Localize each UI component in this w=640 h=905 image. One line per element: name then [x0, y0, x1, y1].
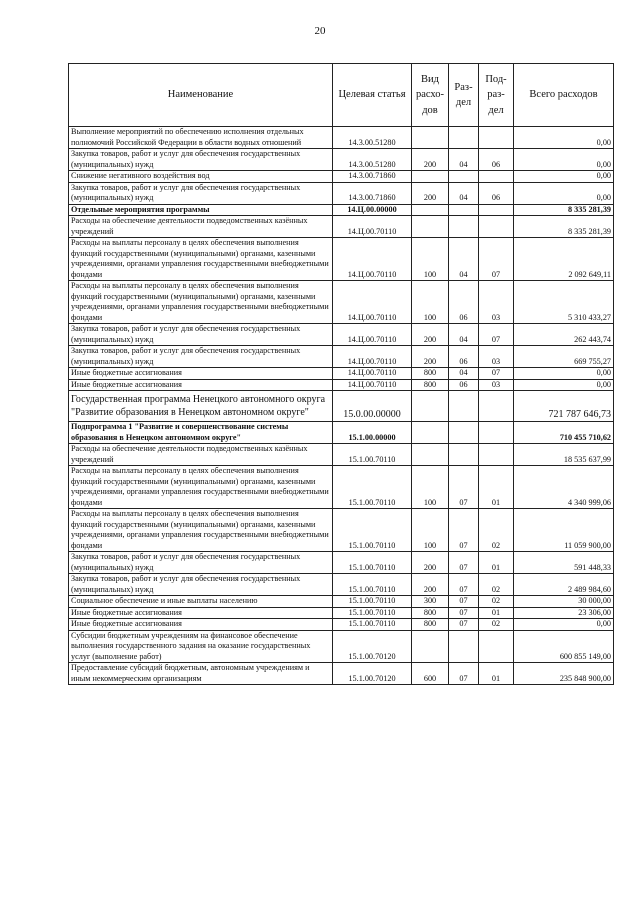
cell-section	[449, 216, 479, 238]
cell-total: 0,00	[514, 368, 614, 380]
table-row	[69, 444, 614, 466]
cell-name: Закупка товаров, работ и услуг для обеспечения государственных (муниципальных) нужд	[69, 346, 333, 368]
cell-target-article: 15.1.00.70120	[333, 663, 412, 685]
table-row	[69, 368, 614, 380]
cell-expense-type: 100	[412, 509, 449, 552]
column-header-section: Раз-дел	[449, 64, 479, 127]
table-row	[69, 619, 614, 631]
cell-name: Закупка товаров, работ и услуг для обеспечения государственных (муниципальных) нужд	[69, 574, 333, 596]
table-body	[69, 127, 614, 685]
cell-total: 0,00	[514, 379, 614, 391]
cell-subsection: 01	[479, 607, 514, 619]
cell-expense-type: 800	[412, 619, 449, 631]
cell-total: 0,00	[514, 149, 614, 171]
cell-section	[449, 127, 479, 149]
cell-total: 2 489 984,60	[514, 574, 614, 596]
column-header-subsection: Под-раз-дел	[479, 64, 514, 127]
cell-section	[449, 171, 479, 183]
column-header-expense-type: Вид расхо-дов	[412, 64, 449, 127]
cell-expense-type: 200	[412, 346, 449, 368]
cell-subsection	[479, 444, 514, 466]
cell-expense-type	[412, 444, 449, 466]
table-row	[69, 663, 614, 685]
cell-expense-type: 200	[412, 324, 449, 346]
cell-section: 07	[449, 466, 479, 509]
cell-section	[449, 204, 479, 216]
cell-expense-type: 200	[412, 182, 449, 204]
cell-total: 8 335 281,39	[514, 216, 614, 238]
cell-name: Иные бюджетные ассигнования	[69, 619, 333, 631]
cell-name: Закупка товаров, работ и услуг для обеспечения государственных (муниципальных) нужд	[69, 149, 333, 171]
cell-total: 235 848 900,00	[514, 663, 614, 685]
cell-target-article: 15.1.00.70110	[333, 574, 412, 596]
cell-target-article: 15.1.00.70120	[333, 630, 412, 663]
cell-subsection	[479, 204, 514, 216]
table-row	[69, 171, 614, 183]
cell-section: 04	[449, 238, 479, 281]
column-header-target-article: Целевая статья	[333, 64, 412, 127]
cell-section: 07	[449, 574, 479, 596]
cell-expense-type: 200	[412, 574, 449, 596]
cell-name: Закупка товаров, работ и услуг для обеспечения государственных (муниципальных) нужд	[69, 182, 333, 204]
cell-name: Отдельные мероприятия программы	[69, 204, 333, 216]
cell-section	[449, 391, 479, 422]
table-row	[69, 509, 614, 552]
table-row	[69, 149, 614, 171]
cell-subsection	[479, 216, 514, 238]
column-header-name: Наименование	[69, 64, 333, 127]
cell-total: 721 787 646,73	[514, 391, 614, 422]
cell-section: 04	[449, 368, 479, 380]
cell-total: 591 448,33	[514, 552, 614, 574]
cell-subsection: 01	[479, 552, 514, 574]
cell-section: 06	[449, 379, 479, 391]
cell-name: Расходы на выплаты персоналу в целях обеспечения выполнения функций государственными (муниципальными) органами, казенными учреждениями, органами управления государственными внебюджетными фондами	[69, 281, 333, 324]
cell-expense-type: 800	[412, 368, 449, 380]
cell-target-article: 15.1.00.70110	[333, 552, 412, 574]
table-row	[69, 281, 614, 324]
cell-target-article: 15.1.00.70110	[333, 509, 412, 552]
cell-expense-type: 200	[412, 149, 449, 171]
cell-target-article: 14.3.00.71860	[333, 171, 412, 183]
cell-name: Выполнение мероприятий по обеспечению исполнения отдельных полномочий Российской Федерации в области водных отношений	[69, 127, 333, 149]
table-row	[69, 216, 614, 238]
cell-name: Субсидии бюджетным учреждениям на финансовое обеспечение выполнения государственного задания на оказание государственных услуг (выполнение работ)	[69, 630, 333, 663]
page-number: 20	[314, 25, 326, 37]
cell-total: 23 306,00	[514, 607, 614, 619]
table-row	[69, 346, 614, 368]
cell-subsection: 03	[479, 346, 514, 368]
cell-target-article: 15.1.00.00000	[333, 422, 412, 444]
cell-name: Государственная программа Ненецкого автономного округа "Развитие образования в Ненецком автономном округе"	[69, 391, 333, 422]
cell-subsection: 06	[479, 149, 514, 171]
cell-section: 07	[449, 509, 479, 552]
cell-expense-type: 200	[412, 552, 449, 574]
cell-name: Расходы на выплаты персоналу в целях обеспечения выполнения функций государственными (муниципальными) органами, казенными учреждениями, органами управления государственными внебюджетными фондами	[69, 466, 333, 509]
cell-total: 18 535 637,99	[514, 444, 614, 466]
cell-expense-type: 100	[412, 238, 449, 281]
cell-section: 07	[449, 607, 479, 619]
cell-name: Подпрограмма 1 "Развитие и совершенствование системы образования в Ненецком автономном округе"	[69, 422, 333, 444]
cell-section: 07	[449, 596, 479, 608]
table-row	[69, 238, 614, 281]
cell-total: 2 092 649,11	[514, 238, 614, 281]
cell-name: Расходы на выплаты персоналу в целях обеспечения выполнения функций государственными (муниципальными) органами, казенными учреждениями, органами управления государственными внебюджетными фондами	[69, 238, 333, 281]
cell-target-article: 15.1.00.70110	[333, 466, 412, 509]
table-row	[69, 607, 614, 619]
cell-total: 5 310 433,27	[514, 281, 614, 324]
cell-expense-type: 800	[412, 379, 449, 391]
cell-section	[449, 444, 479, 466]
table-row	[69, 422, 614, 444]
cell-subsection	[479, 422, 514, 444]
cell-subsection	[479, 630, 514, 663]
cell-total: 0,00	[514, 127, 614, 149]
cell-expense-type: 800	[412, 607, 449, 619]
cell-section: 07	[449, 552, 479, 574]
cell-name: Предоставление субсидий бюджетным, автономным учреждениям и иным некоммерческим организациям	[69, 663, 333, 685]
cell-target-article: 15.0.00.00000	[333, 391, 412, 422]
cell-subsection: 02	[479, 619, 514, 631]
cell-subsection: 03	[479, 379, 514, 391]
cell-section: 04	[449, 324, 479, 346]
cell-expense-type	[412, 216, 449, 238]
cell-total: 0,00	[514, 171, 614, 183]
cell-section: 07	[449, 619, 479, 631]
cell-subsection	[479, 171, 514, 183]
cell-subsection	[479, 391, 514, 422]
cell-name: Снижение негативного воздействия вод	[69, 171, 333, 183]
table-row	[69, 182, 614, 204]
cell-target-article: 14.Ц.00.70110	[333, 216, 412, 238]
cell-total: 4 340 999,06	[514, 466, 614, 509]
table-row	[69, 596, 614, 608]
cell-target-article: 14.Ц.00.70110	[333, 346, 412, 368]
table-header-row	[69, 64, 614, 127]
cell-target-article: 15.1.00.70110	[333, 596, 412, 608]
table-row	[69, 630, 614, 663]
cell-target-article: 14.Ц.00.70110	[333, 238, 412, 281]
table-row	[69, 552, 614, 574]
cell-name: Расходы на обеспечение деятельности подведомственных казённых учреждений	[69, 444, 333, 466]
cell-expense-type	[412, 630, 449, 663]
table-row	[69, 127, 614, 149]
table-row	[69, 379, 614, 391]
cell-subsection: 07	[479, 238, 514, 281]
table-row	[69, 391, 614, 422]
cell-target-article: 14.Ц.00.70110	[333, 281, 412, 324]
cell-total: 8 335 281,39	[514, 204, 614, 216]
cell-section: 06	[449, 346, 479, 368]
cell-expense-type: 300	[412, 596, 449, 608]
cell-target-article: 14.3.00.51280	[333, 127, 412, 149]
cell-target-article: 14.Ц.00.70110	[333, 324, 412, 346]
cell-total: 11 059 900,00	[514, 509, 614, 552]
cell-subsection: 02	[479, 596, 514, 608]
cell-total: 262 443,74	[514, 324, 614, 346]
cell-expense-type	[412, 127, 449, 149]
cell-total: 600 855 149,00	[514, 630, 614, 663]
cell-expense-type: 100	[412, 466, 449, 509]
cell-name: Закупка товаров, работ и услуг для обеспечения государственных (муниципальных) нужд	[69, 552, 333, 574]
cell-name: Расходы на выплаты персоналу в целях обеспечения выполнения функций государственными (муниципальными) органами, казенными учреждениями, органами управления государственными внебюджетными фондами	[69, 509, 333, 552]
cell-subsection: 01	[479, 663, 514, 685]
table-row	[69, 324, 614, 346]
cell-section	[449, 630, 479, 663]
cell-total: 0,00	[514, 619, 614, 631]
cell-subsection: 02	[479, 509, 514, 552]
cell-target-article: 14.3.00.71860	[333, 182, 412, 204]
cell-subsection: 02	[479, 574, 514, 596]
cell-expense-type	[412, 391, 449, 422]
cell-expense-type	[412, 422, 449, 444]
cell-section: 04	[449, 149, 479, 171]
table-row	[69, 574, 614, 596]
cell-total: 30 000,00	[514, 596, 614, 608]
cell-target-article: 14.Ц.00.00000	[333, 204, 412, 216]
cell-subsection: 01	[479, 466, 514, 509]
cell-subsection: 07	[479, 368, 514, 380]
cell-total: 0,00	[514, 182, 614, 204]
cell-target-article: 14.Ц.00.70110	[333, 368, 412, 380]
cell-target-article: 15.1.00.70110	[333, 607, 412, 619]
cell-total: 669 755,27	[514, 346, 614, 368]
cell-expense-type	[412, 171, 449, 183]
cell-section: 07	[449, 663, 479, 685]
table-row	[69, 204, 614, 216]
cell-subsection	[479, 127, 514, 149]
budget-table	[68, 63, 614, 685]
cell-name: Расходы на обеспечение деятельности подведомственных казённых учреждений	[69, 216, 333, 238]
cell-subsection: 06	[479, 182, 514, 204]
table-row	[69, 466, 614, 509]
cell-target-article: 14.3.00.51280	[333, 149, 412, 171]
cell-section	[449, 422, 479, 444]
cell-name: Иные бюджетные ассигнования	[69, 379, 333, 391]
cell-subsection: 07	[479, 324, 514, 346]
cell-target-article: 15.1.00.70110	[333, 619, 412, 631]
cell-name: Социальное обеспечение и иные выплаты населению	[69, 596, 333, 608]
cell-expense-type	[412, 204, 449, 216]
cell-total: 710 455 710,62	[514, 422, 614, 444]
cell-expense-type: 600	[412, 663, 449, 685]
cell-name: Закупка товаров, работ и услуг для обеспечения государственных (муниципальных) нужд	[69, 324, 333, 346]
cell-name: Иные бюджетные ассигнования	[69, 607, 333, 619]
column-header-total-expenses: Всего расходов	[514, 64, 614, 127]
cell-target-article: 15.1.00.70110	[333, 444, 412, 466]
cell-name: Иные бюджетные ассигнования	[69, 368, 333, 380]
cell-expense-type: 100	[412, 281, 449, 324]
cell-section: 04	[449, 182, 479, 204]
cell-subsection: 03	[479, 281, 514, 324]
cell-section: 06	[449, 281, 479, 324]
cell-target-article: 14.Ц.00.70110	[333, 379, 412, 391]
